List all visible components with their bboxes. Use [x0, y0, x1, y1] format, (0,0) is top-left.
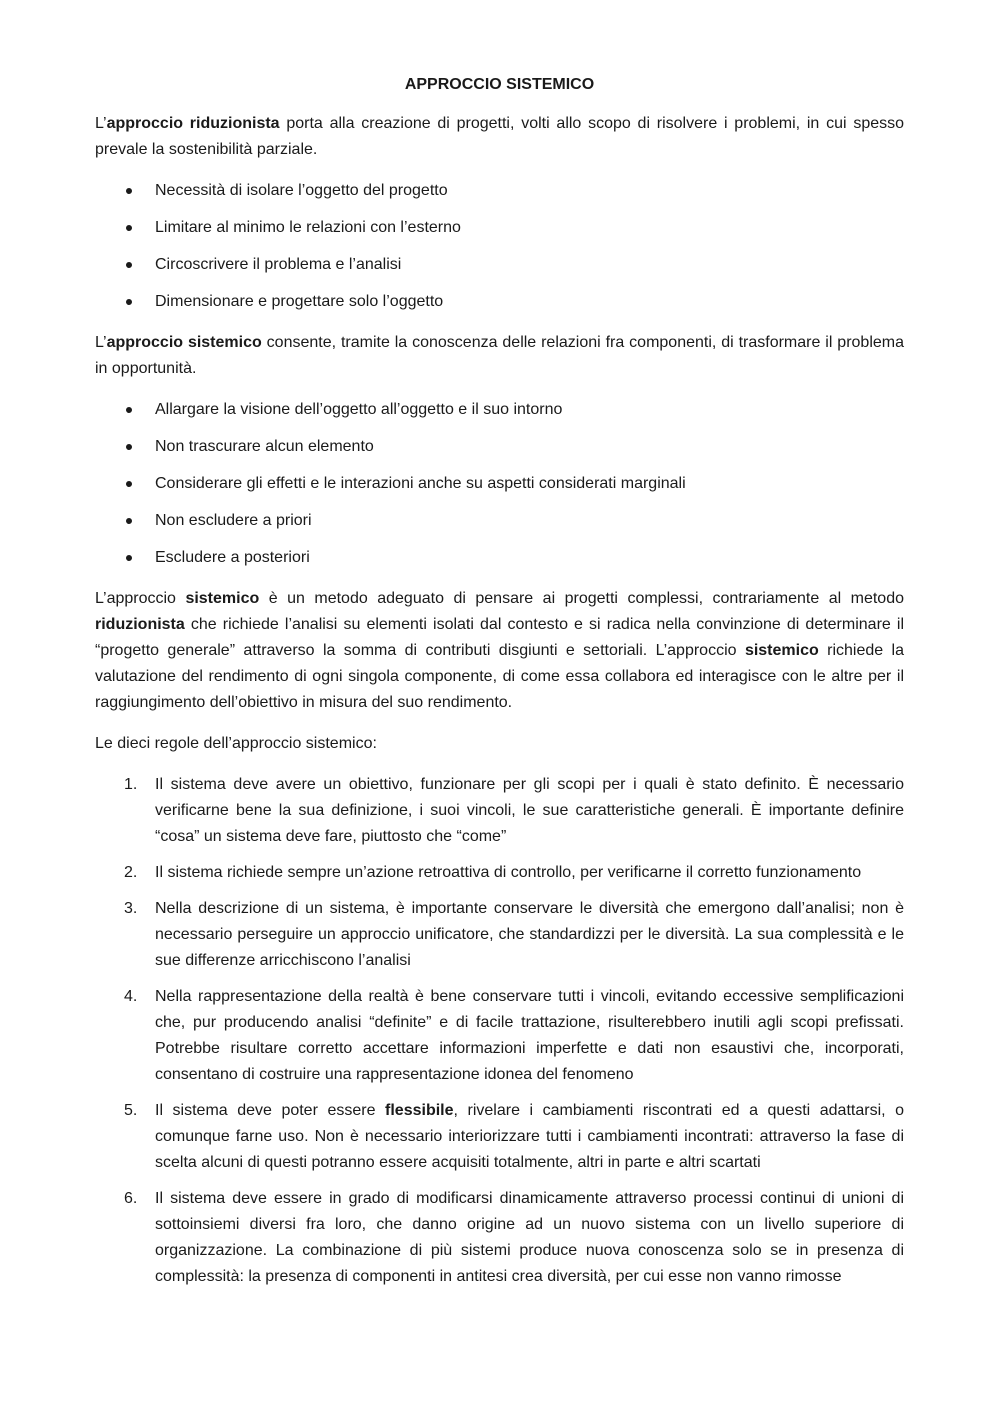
text-run: porta alla creazione di progetti, volti allo scopo di risolvere i problemi, in cui spesso prevale la sostenibilità parziale. — [95, 115, 905, 158]
rule-text: Nella descrizione di un sistema, è importante conservare le diversità che emergono dall’analisi; non è necessario perseguire un approccio unificatore, che standardizzi per le diversità. La sua complessità e le sue differenze arricchiscono l’analisi — [155, 900, 904, 969]
list-item-text: Necessità di isolare l’oggetto del progetto — [155, 182, 448, 199]
rule-number: 2. — [124, 864, 138, 881]
bold-term: approccio sistemico — [106, 334, 262, 351]
text-run: L’ — [95, 115, 107, 132]
list-item-text: Non escludere a priori — [155, 512, 312, 529]
rule-number: 6. — [124, 1190, 138, 1207]
text-run: L’approccio — [95, 590, 186, 607]
bold-term: sistemico — [744, 642, 819, 659]
text-run: consente, tramite la conoscenza delle relazioni fra componenti, di trasformare il problema in opportunità. — [95, 334, 905, 377]
bold-term: flessibile — [385, 1102, 454, 1119]
bullet-icon — [126, 555, 132, 561]
intro-reductionist — [95, 111, 904, 163]
bold-term: approccio riduzionista — [106, 115, 280, 132]
bullet-icon — [126, 188, 132, 194]
list-item-text: Considerare gli effetti e le interazioni anche su aspetti considerati marginali — [155, 475, 686, 492]
list-item-text: Non trascurare alcun elemento — [155, 438, 374, 455]
list-item — [95, 178, 904, 204]
list-item — [95, 215, 904, 241]
rule-item — [95, 1186, 904, 1290]
rule-number: 5. — [124, 1102, 138, 1119]
rule-item — [95, 984, 904, 1088]
systemic-bullet-list — [95, 397, 904, 571]
bullet-icon — [126, 481, 132, 487]
intro-systemic — [95, 330, 904, 382]
bullet-icon — [126, 299, 132, 305]
rule-text: Il sistema deve essere in grado di modificarsi dinamicamente attraverso processi continui di unioni di sottoinsiemi diversi fra loro, che danno origine ad un nuovo sistema con un livello superiore di organizzazione. La combinazione di più sistemi produce nuova conoscenza solo se in presenza di complessità: la presenza di componenti in antitesi crea diversità, per cui esse non vanno rimosse — [155, 1190, 904, 1285]
text-run: è un metodo adeguato di pensare ai progetti complessi, contrariamente al metodo — [259, 590, 905, 607]
list-item-text: Dimensionare e progettare solo l’oggetto — [155, 293, 444, 310]
text-run: L’ — [95, 334, 107, 351]
comparison-paragraph — [95, 586, 904, 716]
rule-text: Nella rappresentazione della realtà è bene conservare tutti i vincoli, evitando eccessive semplificazioni che, pur producendo analisi “definite” e di facile trattazione, risulterebbero inutili agli scopi prefissati. Potrebbe risultare corretto accettare informazioni imperfette e dati non esaustivi che, incorporati, consentano di costruire una rappresentazione idonea del fenomeno — [155, 988, 904, 1083]
rule-number: 3. — [124, 900, 138, 917]
bullet-icon — [126, 407, 132, 413]
rules-list — [95, 772, 904, 1290]
rule-text: Il sistema deve poter essere — [155, 1102, 386, 1119]
list-item-text: Limitare al minimo le relazioni con l’esterno — [155, 219, 461, 236]
rules-heading: Le dieci regole dell’approccio sistemico: — [95, 735, 377, 752]
bullet-icon — [126, 262, 132, 268]
bold-term: sistemico — [185, 590, 260, 607]
list-item-text: Escludere a posteriori — [155, 549, 310, 566]
list-item-text: Allargare la visione dell’oggetto all’oggetto e il suo intorno — [155, 401, 563, 418]
rule-item — [95, 772, 904, 850]
bold-term: riduzionista — [95, 616, 185, 633]
list-item-text: Circoscrivere il problema e l’analisi — [155, 256, 402, 273]
reductionist-bullet-list — [95, 178, 904, 315]
bullet-icon — [126, 444, 132, 450]
rule-number: 4. — [124, 988, 138, 1005]
rule-item — [95, 1098, 904, 1176]
list-item — [95, 545, 904, 571]
rule-number: 1. — [124, 776, 138, 793]
list-item — [95, 397, 904, 423]
text-run: richiede la valutazione del rendimento di ogni singola componente, di come essa collabora ed interagisce con le altre per il raggiungimento dell’obiettivo in misura del suo rendimento. — [95, 642, 905, 711]
list-item — [95, 508, 904, 534]
list-item — [95, 289, 904, 315]
text-run: che richiede l’analisi su elementi isolati dal contesto e si radica nella convinzione di determinare il “progetto generale” attraverso la somma di contributi disgiunti e settoriali. L’approccio — [95, 616, 904, 659]
bullet-icon — [126, 518, 132, 524]
list-item — [95, 471, 904, 497]
page-title: APPROCCIO SISTEMICO — [404, 76, 595, 93]
list-item — [95, 434, 904, 460]
rule-text: , rivelare i cambiamenti riscontrati ed a questi adattarsi, o comunque farne uso. Non è necessario interiorizzare tutti i cambiamenti incontrati: attraverso la fase di scelta alcuni di questi potranno essere acquisiti totalmente, altri in parte e altri scartati — [155, 1102, 905, 1171]
rule-item — [95, 860, 904, 886]
bullet-icon — [126, 225, 132, 231]
list-item — [95, 252, 904, 278]
rule-text: Il sistema richiede sempre un’azione retroattiva di controllo, per verificarne il corretto funzionamento — [155, 864, 862, 881]
rule-item — [95, 896, 904, 974]
rule-text: Il sistema deve avere un obiettivo, funzionare per gli scopi per i quali è stato definito. È necessario verificarne bene la sua definizione, i suoi vincoli, le sue caratteristiche generali. È importante definire “cosa” un sistema deve fare, piuttosto che “come” — [155, 776, 904, 845]
